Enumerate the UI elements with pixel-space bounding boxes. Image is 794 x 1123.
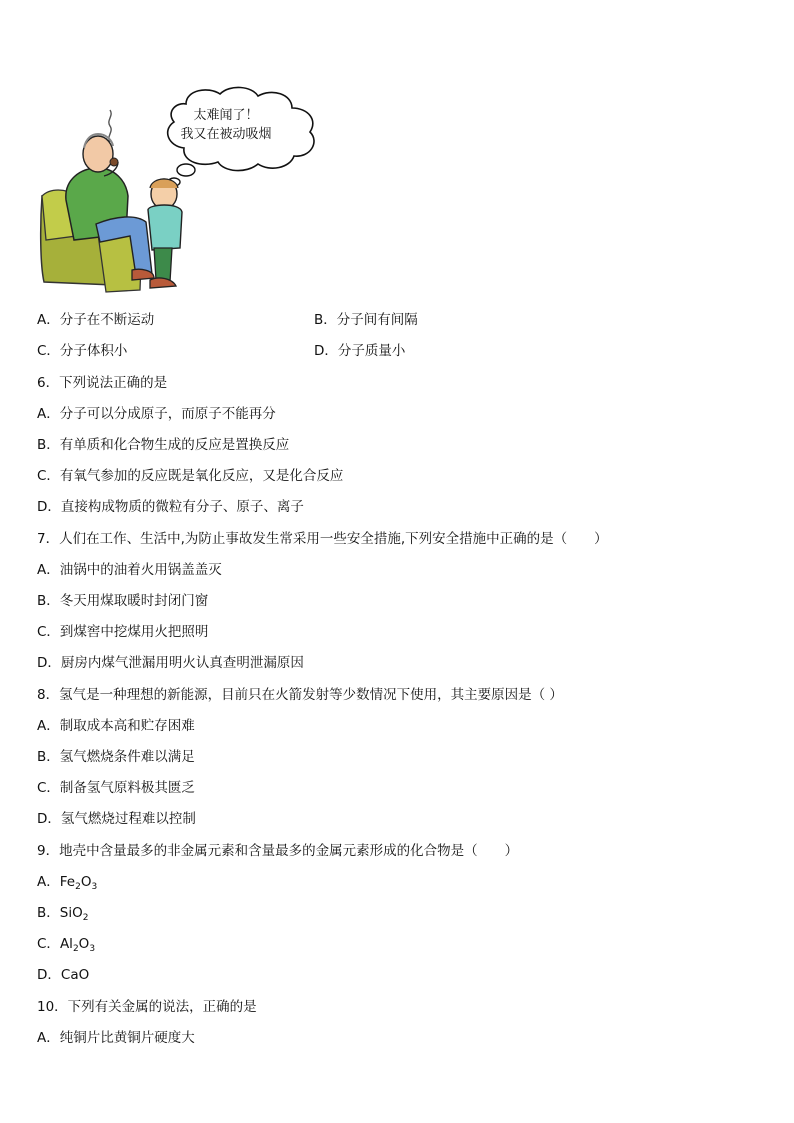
- q6-option-d: D．直接构成物质的微粒有分子、原子、离子: [37, 499, 304, 515]
- q9-fe-o: O: [80, 874, 92, 890]
- q7-option-a: A．油锅中的油着火用锅盖盖灭: [37, 562, 222, 578]
- q9-si: SiO: [59, 905, 83, 921]
- q6-option-a: A．分子可以分成原子，而原子不能再分: [37, 406, 276, 422]
- passive-smoking-illustration: [36, 84, 336, 299]
- q9-option-a-prefix: A．: [37, 874, 60, 890]
- q6-stem: 6．下列说法正确的是: [37, 375, 168, 391]
- q5-option-b: B．分子间有间隔: [314, 312, 418, 328]
- q9-fe: Fe: [59, 874, 76, 890]
- q9-si-sub: 2: [82, 913, 89, 923]
- q10-option-a: A．纯铜片比黄铜片硬度大: [37, 1030, 195, 1046]
- q9-option-c-prefix: C．: [37, 936, 60, 952]
- q5-option-a: A．分子在不断运动: [37, 312, 155, 328]
- q8-stem: 8．氢气是一种理想的新能源，目前只在火箭发射等少数情况下使用，其主要原因是（ ）: [37, 687, 563, 703]
- q9-option-c: [37, 935, 95, 953]
- q9-option-b: [37, 904, 88, 922]
- q9-al: Al: [59, 936, 73, 952]
- q9-option-d: D．CaO: [37, 967, 90, 983]
- thought-bubble-text: [156, 106, 296, 144]
- q9-al-sub: 2: [72, 944, 79, 954]
- q9-option-b-prefix: B．: [37, 905, 60, 921]
- q9-al-o: O: [78, 936, 90, 952]
- q9-fe-sub: 2: [75, 882, 81, 892]
- q8-option-c: C．制备氢气原料极其匮乏: [37, 780, 195, 796]
- q7-option-b: B．冬天用煤取暖时封闭门窗: [37, 593, 209, 609]
- q7-option-d: D．厨房内煤气泄漏用明火认真查明泄漏原因: [37, 655, 304, 671]
- q9-fe-o-sub: 3: [91, 882, 98, 892]
- q5-option-c: C．分子体积小: [37, 343, 128, 359]
- q9-al-o-sub: 3: [89, 944, 96, 954]
- bubble-line-2: 我又在被动吸烟: [180, 127, 272, 142]
- q9-option-a: [37, 873, 97, 891]
- q6-option-b: B．有单质和化合物生成的反应是置换反应: [37, 437, 290, 453]
- q7-option-c: C．到煤窖中挖煤用火把照明: [37, 624, 209, 640]
- q8-option-a: A．制取成本高和贮存困难: [37, 718, 195, 734]
- q10-stem: 10．下列有关金属的说法，正确的是: [37, 999, 257, 1015]
- q8-option-d: D．氢气燃烧过程难以控制: [37, 811, 196, 827]
- q5-option-d: D．分子质量小: [314, 343, 406, 359]
- q6-option-c: C．有氧气参加的反应既是氧化反应，又是化合反应: [37, 468, 344, 484]
- q8-option-b: B．氢气燃烧条件难以满足: [37, 749, 195, 765]
- q7-stem: 7．人们在工作、生活中,为防止事故发生常采用一些安全措施,下列安全措施中正确的是（ ）: [37, 531, 608, 547]
- q9-stem: 9．地壳中含量最多的非金属元素和含量最多的金属元素形成的化合物是（ ）: [37, 843, 519, 859]
- bubble-line-1: 太难闻了！: [193, 108, 259, 123]
